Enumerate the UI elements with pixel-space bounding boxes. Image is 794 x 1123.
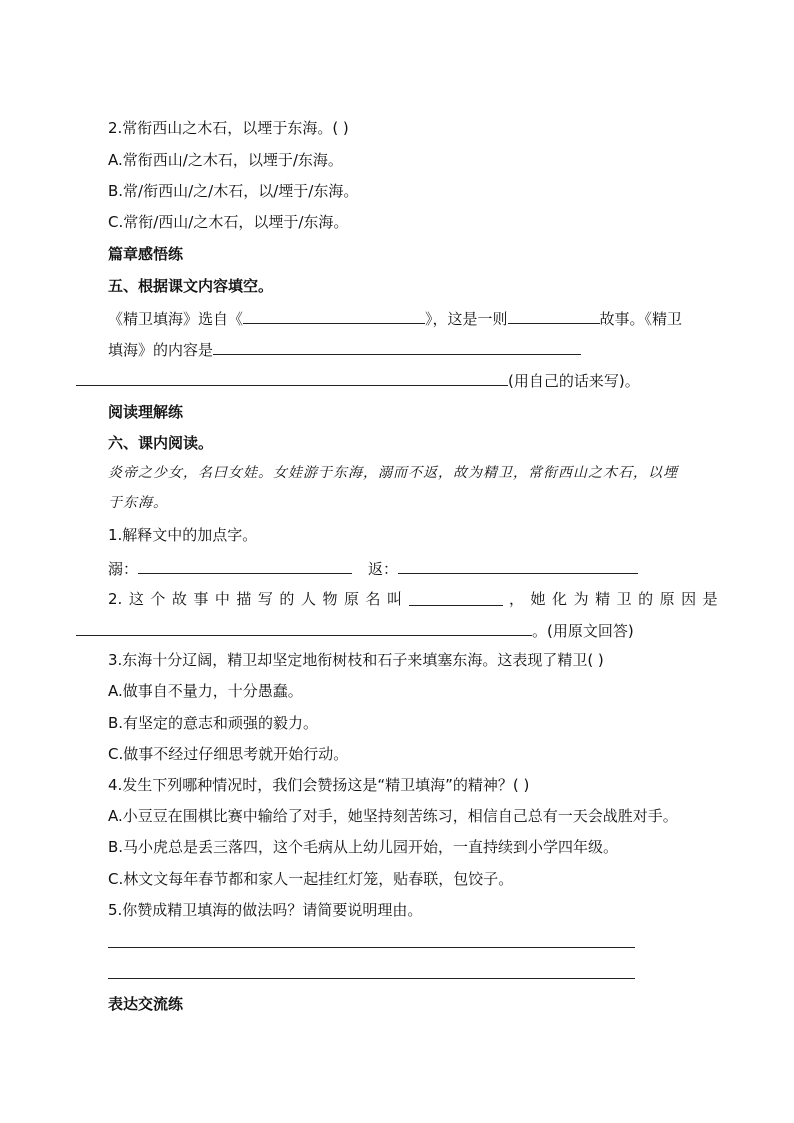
q2-char: 原 [343, 590, 359, 608]
fill-text-1a: 《精卫填海》选自《 [108, 310, 244, 328]
q2-top-option-c: C.常衔/西山/之木石，以堙于/东海。 [108, 213, 349, 231]
q2-line1 [108, 589, 718, 609]
q1-ni-label: 溺： [108, 560, 139, 578]
q2-char: 个 [150, 590, 166, 608]
q2-top-stem: 2.常衔西山之木石，以堙于东海。( ) [108, 119, 349, 137]
fill-text-1b: 》，这是一则 [425, 310, 508, 328]
q3-option-a: A.做事自不量力，十分愚蠢。 [108, 682, 303, 700]
q2-char: 因 [681, 590, 697, 608]
q4-stem: 4.发生下列哪种情况时，我们会赞扬这是“精卫填海”的精神？( ) [108, 776, 530, 794]
q2-char: 写 [257, 590, 273, 608]
blank-original-name[interactable] [409, 589, 503, 606]
q2-top-option-b: B.常/衔西山/之/木石，以/堙于/东海。 [108, 182, 359, 200]
q5-stem: 5.你赞成精卫填海的做法吗？请简要说明理由。 [108, 901, 423, 919]
passage-line-2: 于东海。 [108, 495, 168, 511]
fill-text-2a: 填海》的内容是 [108, 341, 214, 359]
q4-option-a: A.小豆豆在围棋比赛中输给了对手，她坚持刻苦练习，相信自己总有一天会战胜对手。 [108, 807, 678, 825]
section-five-line1 [108, 307, 682, 329]
section-heading-pianzhang: 篇章感悟练 [108, 245, 184, 263]
q2-char: 物 [322, 590, 338, 608]
fill-text-3: (用自己的话来写)。 [508, 372, 640, 390]
q2-char: 这 [128, 590, 144, 608]
q4-option-c: C.林文文每年春节都和家人一起挂红灯笼，贴春联，包饺子。 [108, 870, 514, 888]
q2-top-option-a: A.常衔西山/之木石，以堙于/东海。 [108, 151, 343, 169]
q1-answers [108, 557, 638, 579]
passage-line-1: 炎帝之少女，名曰女娃。女娃游于东海，溺而不返，故为精卫，常衔西山之木石，以堙 [108, 465, 678, 481]
q3-stem: 3.东海十分辽阔，精卫却坚定地衔树枝和石子来填塞东海。这表现了精卫( ) [108, 651, 604, 669]
q2-char: 叫 [387, 590, 403, 608]
section-five-line2 [108, 338, 581, 360]
q2-tail: 。(用原文回答) [532, 622, 634, 640]
section-six-title: 六、课内阅读。 [108, 434, 214, 452]
section-five-line3 [76, 369, 640, 391]
q5-answer-line-1[interactable] [108, 947, 635, 948]
q1-stem: 1.解释文中的加点字。 [108, 526, 258, 544]
q2-char: 故 [171, 590, 187, 608]
q1-fan-label: 返： [368, 560, 399, 578]
blank-ni[interactable] [138, 557, 352, 574]
q2-char: 的 [279, 590, 295, 608]
blank-fan[interactable] [398, 557, 638, 574]
q2-char: 化 [552, 590, 568, 608]
blank-content-1[interactable] [213, 338, 581, 355]
section-heading-biaoda: 表达交流练 [108, 995, 184, 1013]
q3-option-c: C.做事不经过仔细思考就开始行动。 [108, 745, 349, 763]
q2-char: ， [509, 590, 525, 608]
q3-option-b: B.有坚定的意志和顽强的毅力。 [108, 714, 319, 732]
fill-text-1c: 故事。《精卫 [599, 310, 683, 328]
q2-char: 中 [214, 590, 230, 608]
q2-line2 [76, 619, 634, 641]
q2-char: 事 [193, 590, 209, 608]
section-heading-yuedu: 阅读理解练 [108, 403, 184, 421]
q2-char: 是 [702, 590, 718, 608]
blank-reason[interactable] [76, 619, 532, 636]
blank-source[interactable] [243, 307, 425, 324]
q2-char: 人 [300, 590, 316, 608]
q2-char: 原 [659, 590, 675, 608]
blank-story-type[interactable] [508, 307, 600, 324]
section-five-title: 五、根据课文内容填空。 [108, 277, 274, 295]
q2-char: 卫 [616, 590, 632, 608]
blank-content-2[interactable] [76, 369, 508, 386]
q2-char: 她 [530, 590, 546, 608]
q2-char: 为 [573, 590, 589, 608]
q2-char: 的 [638, 590, 654, 608]
q2-char: 描 [236, 590, 252, 608]
q5-answer-line-2[interactable] [108, 978, 635, 979]
q2-char: 精 [595, 590, 611, 608]
q2-char: 名 [365, 590, 381, 608]
q2-char: 2. [108, 590, 123, 608]
q4-option-b: B.马小虎总是丢三落四，这个毛病从上幼儿园开始，一直持续到小学四年级。 [108, 838, 619, 856]
